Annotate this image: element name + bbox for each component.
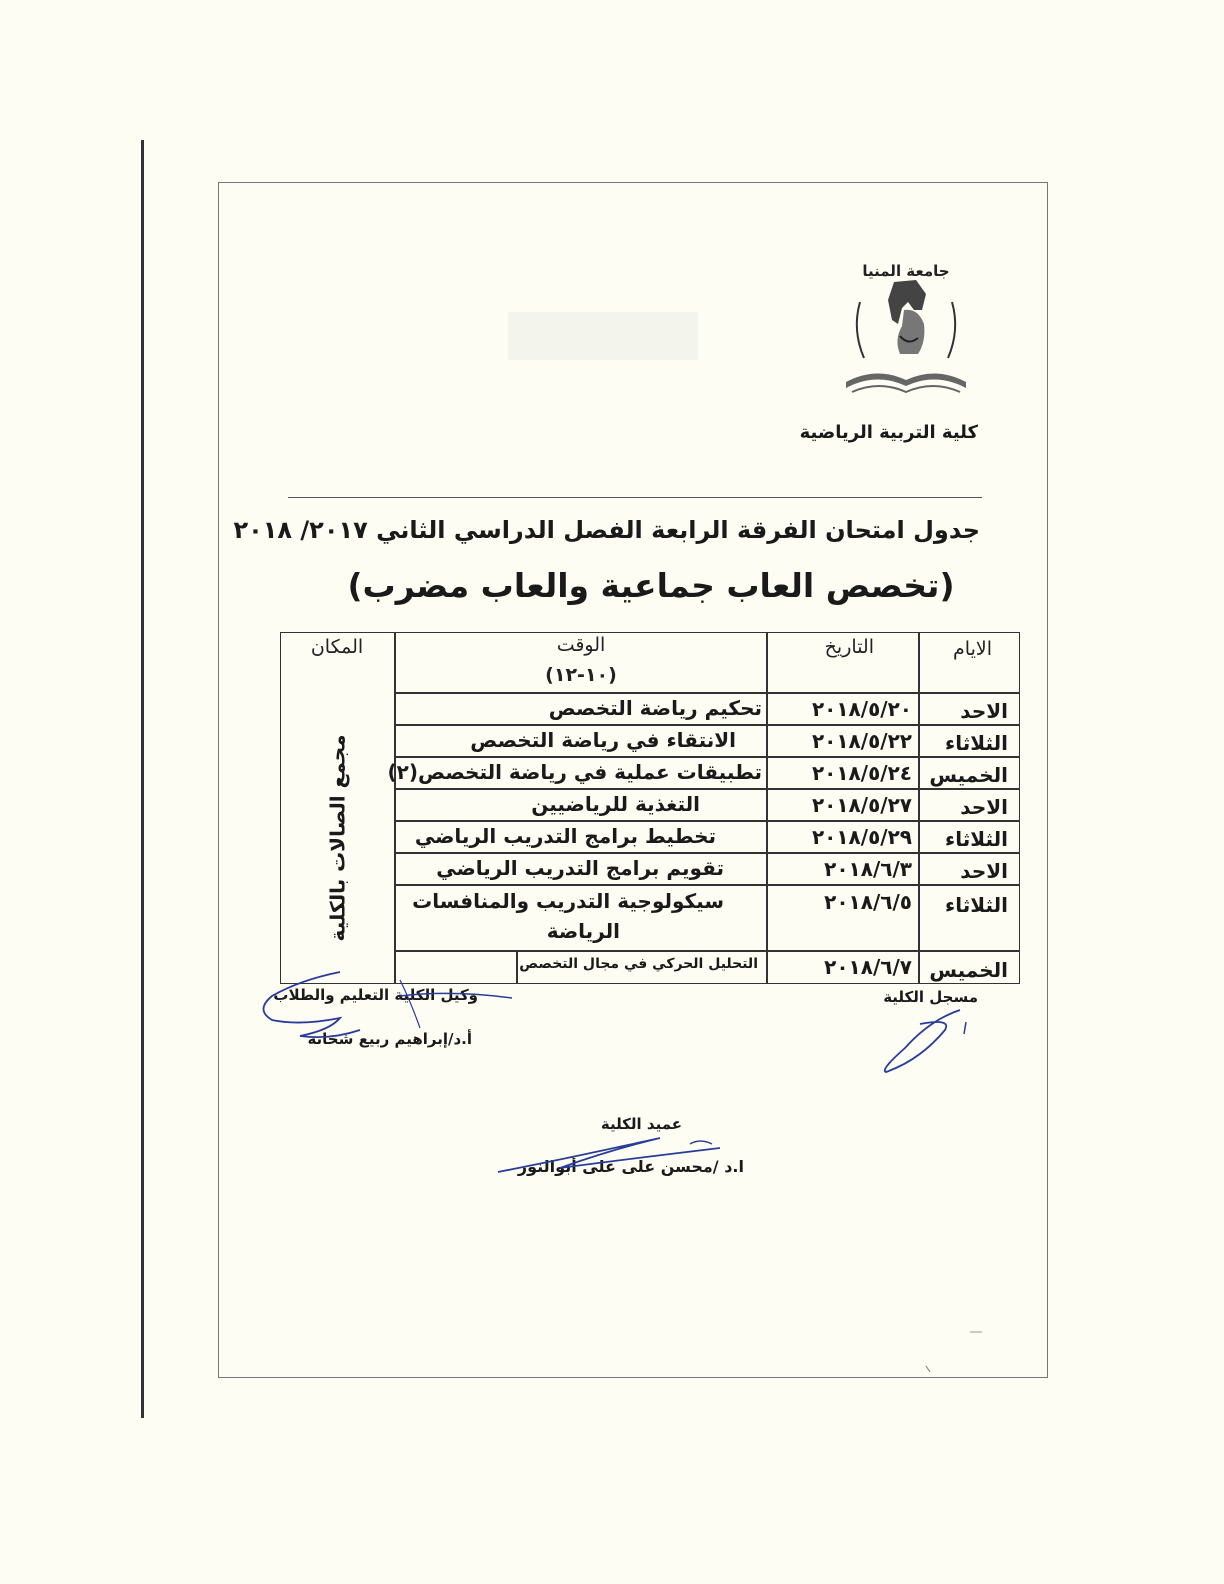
empty-cell <box>394 951 518 984</box>
row-day: الثلاثاء <box>945 731 1008 755</box>
row-subject: تقويم برامج التدريب الرياضي <box>436 856 724 880</box>
row-date: ٢٠١٨/٥/٢٩ <box>811 825 912 849</box>
vice-dean-name: أ.د/إبراهيم ربيع شحاته <box>307 1030 472 1048</box>
row-date: ٢٠١٨/٦/٧ <box>824 955 912 979</box>
scan-edge <box>141 140 144 1418</box>
row-date: ٢٠١٨/٥/٢٧ <box>811 793 912 817</box>
header-days: الايام <box>953 638 992 660</box>
registrar-title: مسجل الكلية <box>883 988 978 1006</box>
document-subtitle: (تخصص العاب جماعية والعاب مضرب) <box>347 566 955 605</box>
row-subject: تخطيط برامج التدريب الرياضي <box>414 824 716 848</box>
header-place: المكان <box>310 636 364 658</box>
row-subject: التغذية للرياضيين <box>531 792 700 816</box>
row-subject: التحليل الحركي في مجال التخصص <box>519 956 758 972</box>
row-subject-line2: الرياضة <box>546 919 620 943</box>
dean-name: ا.د /محسن على على أبوالنور <box>517 1157 744 1176</box>
venue-label: مجمع الصالات بالكلية <box>325 734 350 942</box>
row-subject: تحكيم رياضة التخصص <box>548 696 762 720</box>
university-logo <box>842 250 970 400</box>
row-date: ٢٠١٨/٥/٢٠ <box>811 697 912 721</box>
row-day: الخميس <box>929 958 1008 982</box>
row-day: الثلاثاء <box>945 827 1008 851</box>
row-subject: سيكولوجية التدريب والمنافسات <box>412 889 724 913</box>
row-day: الاحد <box>960 699 1008 723</box>
row-date: ٢٠١٨/٦/٣ <box>824 857 912 881</box>
row-date: ٢٠١٨/٥/٢٢ <box>811 729 912 753</box>
row-day: الاحد <box>960 859 1008 883</box>
document-title: جدول امتحان الفرقة الرابعة الفصل الدراسي الثاني ٢٠١٧/ ٢٠١٨ <box>233 516 980 544</box>
header-date: التاريخ <box>824 636 874 658</box>
vice-dean-title: وكيل الكلية التعليم والطلاب <box>273 986 478 1004</box>
row-subject: تطبيقات عملية في رياضة التخصص(٢) <box>387 760 762 784</box>
faculty-name: كلية التربية الرياضية <box>799 422 978 443</box>
row-subject: الانتقاء في رياضة التخصص <box>470 728 736 752</box>
row-day: الاحد <box>960 795 1008 819</box>
dean-title: عميد الكلية <box>600 1115 682 1133</box>
header-time-range: (١٠-١٢) <box>545 664 617 686</box>
row-day: الخميس <box>929 763 1008 787</box>
row-day: الثلاثاء <box>945 893 1008 917</box>
row-date: ٢٠١٨/٥/٢٤ <box>811 761 912 785</box>
header-time: الوقت <box>556 634 606 656</box>
row-date: ٢٠١٨/٦/٥ <box>824 890 912 914</box>
logo-text: جامعة المنيا <box>862 262 950 280</box>
faded-stamp <box>508 312 698 360</box>
exam-schedule-table <box>280 632 1020 984</box>
header-divider <box>288 497 982 498</box>
exam-venue <box>280 692 394 984</box>
